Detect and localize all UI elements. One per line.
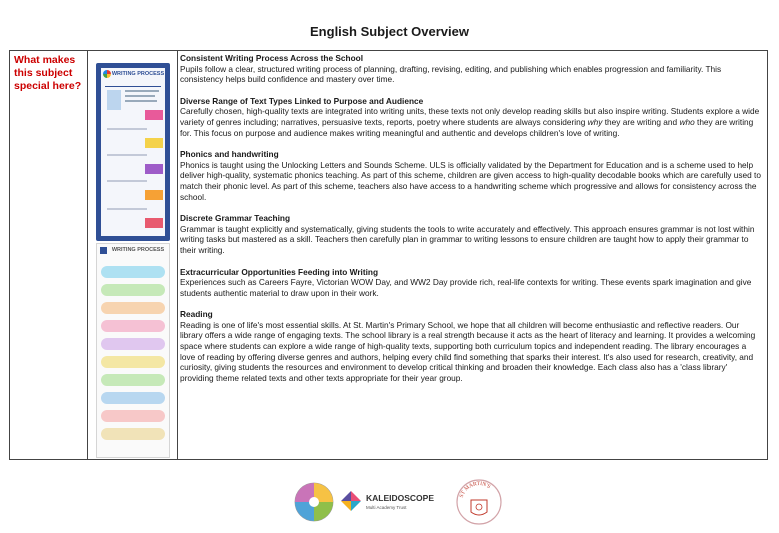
poster2-title: WRITING PROCESS	[111, 247, 165, 253]
colour-wheel-logo	[293, 478, 335, 526]
section-heading: Reading	[180, 309, 213, 320]
poster1-title: WRITING PROCESS	[111, 71, 165, 77]
section-writing-process	[180, 53, 763, 85]
section-heading: Extracurricular Opportunities Feeding into Writing	[180, 266, 379, 277]
writing-process-poster	[96, 63, 170, 241]
kaleidoscope-name: KALEIDOSCOPE	[366, 493, 435, 503]
section-body: Phonics is taught using the Unlocking Letters and Sounds Scheme. ULS is officially validated by the Department for Education and is a scheme used to help deliver high-quality, systematic phonics teaching. As part of this scheme, children are given access to high-quality decodable books which are carefully used to match their phonic level. As part of this scheme, teachers also have access to a handwriting scheme which progressive and allows for consistency across the school.	[180, 159, 761, 202]
section-extracurricular	[180, 267, 763, 299]
pencil-icon	[100, 247, 107, 254]
page-title: English Subject Overview	[310, 24, 469, 39]
section-body: Reading is one of life's most essential skills. At St. Martin's Primary School, we hope that all children will become enthusiastic and reflective readers. Our library offers a wide range of engaging texts. The school library is a real strength because it acts as the heart of literacy and learning. It provides a welcoming space where students can explore a wide range of high-quality texts, supporting both curriculum topics and independent reading. The library encourages a love of reading by offering diverse genres and authors, helping every child find something that sparks their interest. It's also used for research, creativity, and curiosity, giving students the resources and environment to develop critical thinking and broaden their knowledge. Each class also has a 'class library' providing theme related texts and other texts appropriate for their year group.	[180, 319, 756, 383]
poster-logo-icon	[103, 70, 111, 78]
content-cell	[178, 51, 767, 459]
section-heading: Consistent Writing Process Across the School	[180, 53, 364, 63]
school-name-arc: ST MARTIN'S	[458, 480, 492, 499]
section-phonics	[180, 149, 763, 202]
section-heading: Discrete Grammar Teaching	[180, 213, 291, 224]
kaleidoscope-subtitle: Multi Academy Trust	[366, 505, 407, 510]
question-text: What makes this subject special here?	[14, 54, 82, 92]
section-text-types	[180, 96, 763, 138]
overview-table	[9, 50, 768, 460]
section-body: Carefully chosen, high-quality texts are integrated into writing units, these texts not only develop reading skills but also inspire writing. Students explore a wide variety of genres including; narratives, persuasive texts, reports, poetry where students are always considering why they are writing and who they are writing for. This focus on purpose and audience makes writing meaningful and authentic and develops children's love of writing.	[180, 106, 760, 138]
writing-steps-poster	[96, 243, 170, 458]
section-body: Experiences such as Careers Fayre, Victorian WOW Day, and WW2 Day provide rich, real-life contexts for writing. These events spark imagination and give students authentic material to draw upon in their work.	[180, 277, 752, 298]
question-cell	[10, 51, 88, 459]
kaleidoscope-logo	[340, 478, 450, 526]
section-body: Grammar is taught explicitly and systematically, giving students the tools to write accurately and effectively. This approach ensures grammar is not lost within writing tasks but mastered as a skill. Teachers then carefully plan in grammar to writing lessons to ensure children are taught how to apply their grammar to their writing.	[180, 223, 755, 255]
st-martins-crest-logo	[455, 478, 503, 526]
image-cell	[88, 51, 178, 459]
kaleidoscope-icon	[340, 490, 362, 512]
section-heading: Diverse Range of Text Types Linked to Purpose and Audience	[180, 95, 424, 106]
section-grammar	[180, 213, 763, 255]
section-heading: Phonics and handwriting	[180, 149, 279, 160]
section-body: Pupils follow a clear, structured writing process of planning, drafting, revising, editing, and publishing which enables progression and familiarity. This consistency helps build confidence and mastery over time.	[180, 63, 722, 85]
section-reading	[180, 309, 763, 383]
